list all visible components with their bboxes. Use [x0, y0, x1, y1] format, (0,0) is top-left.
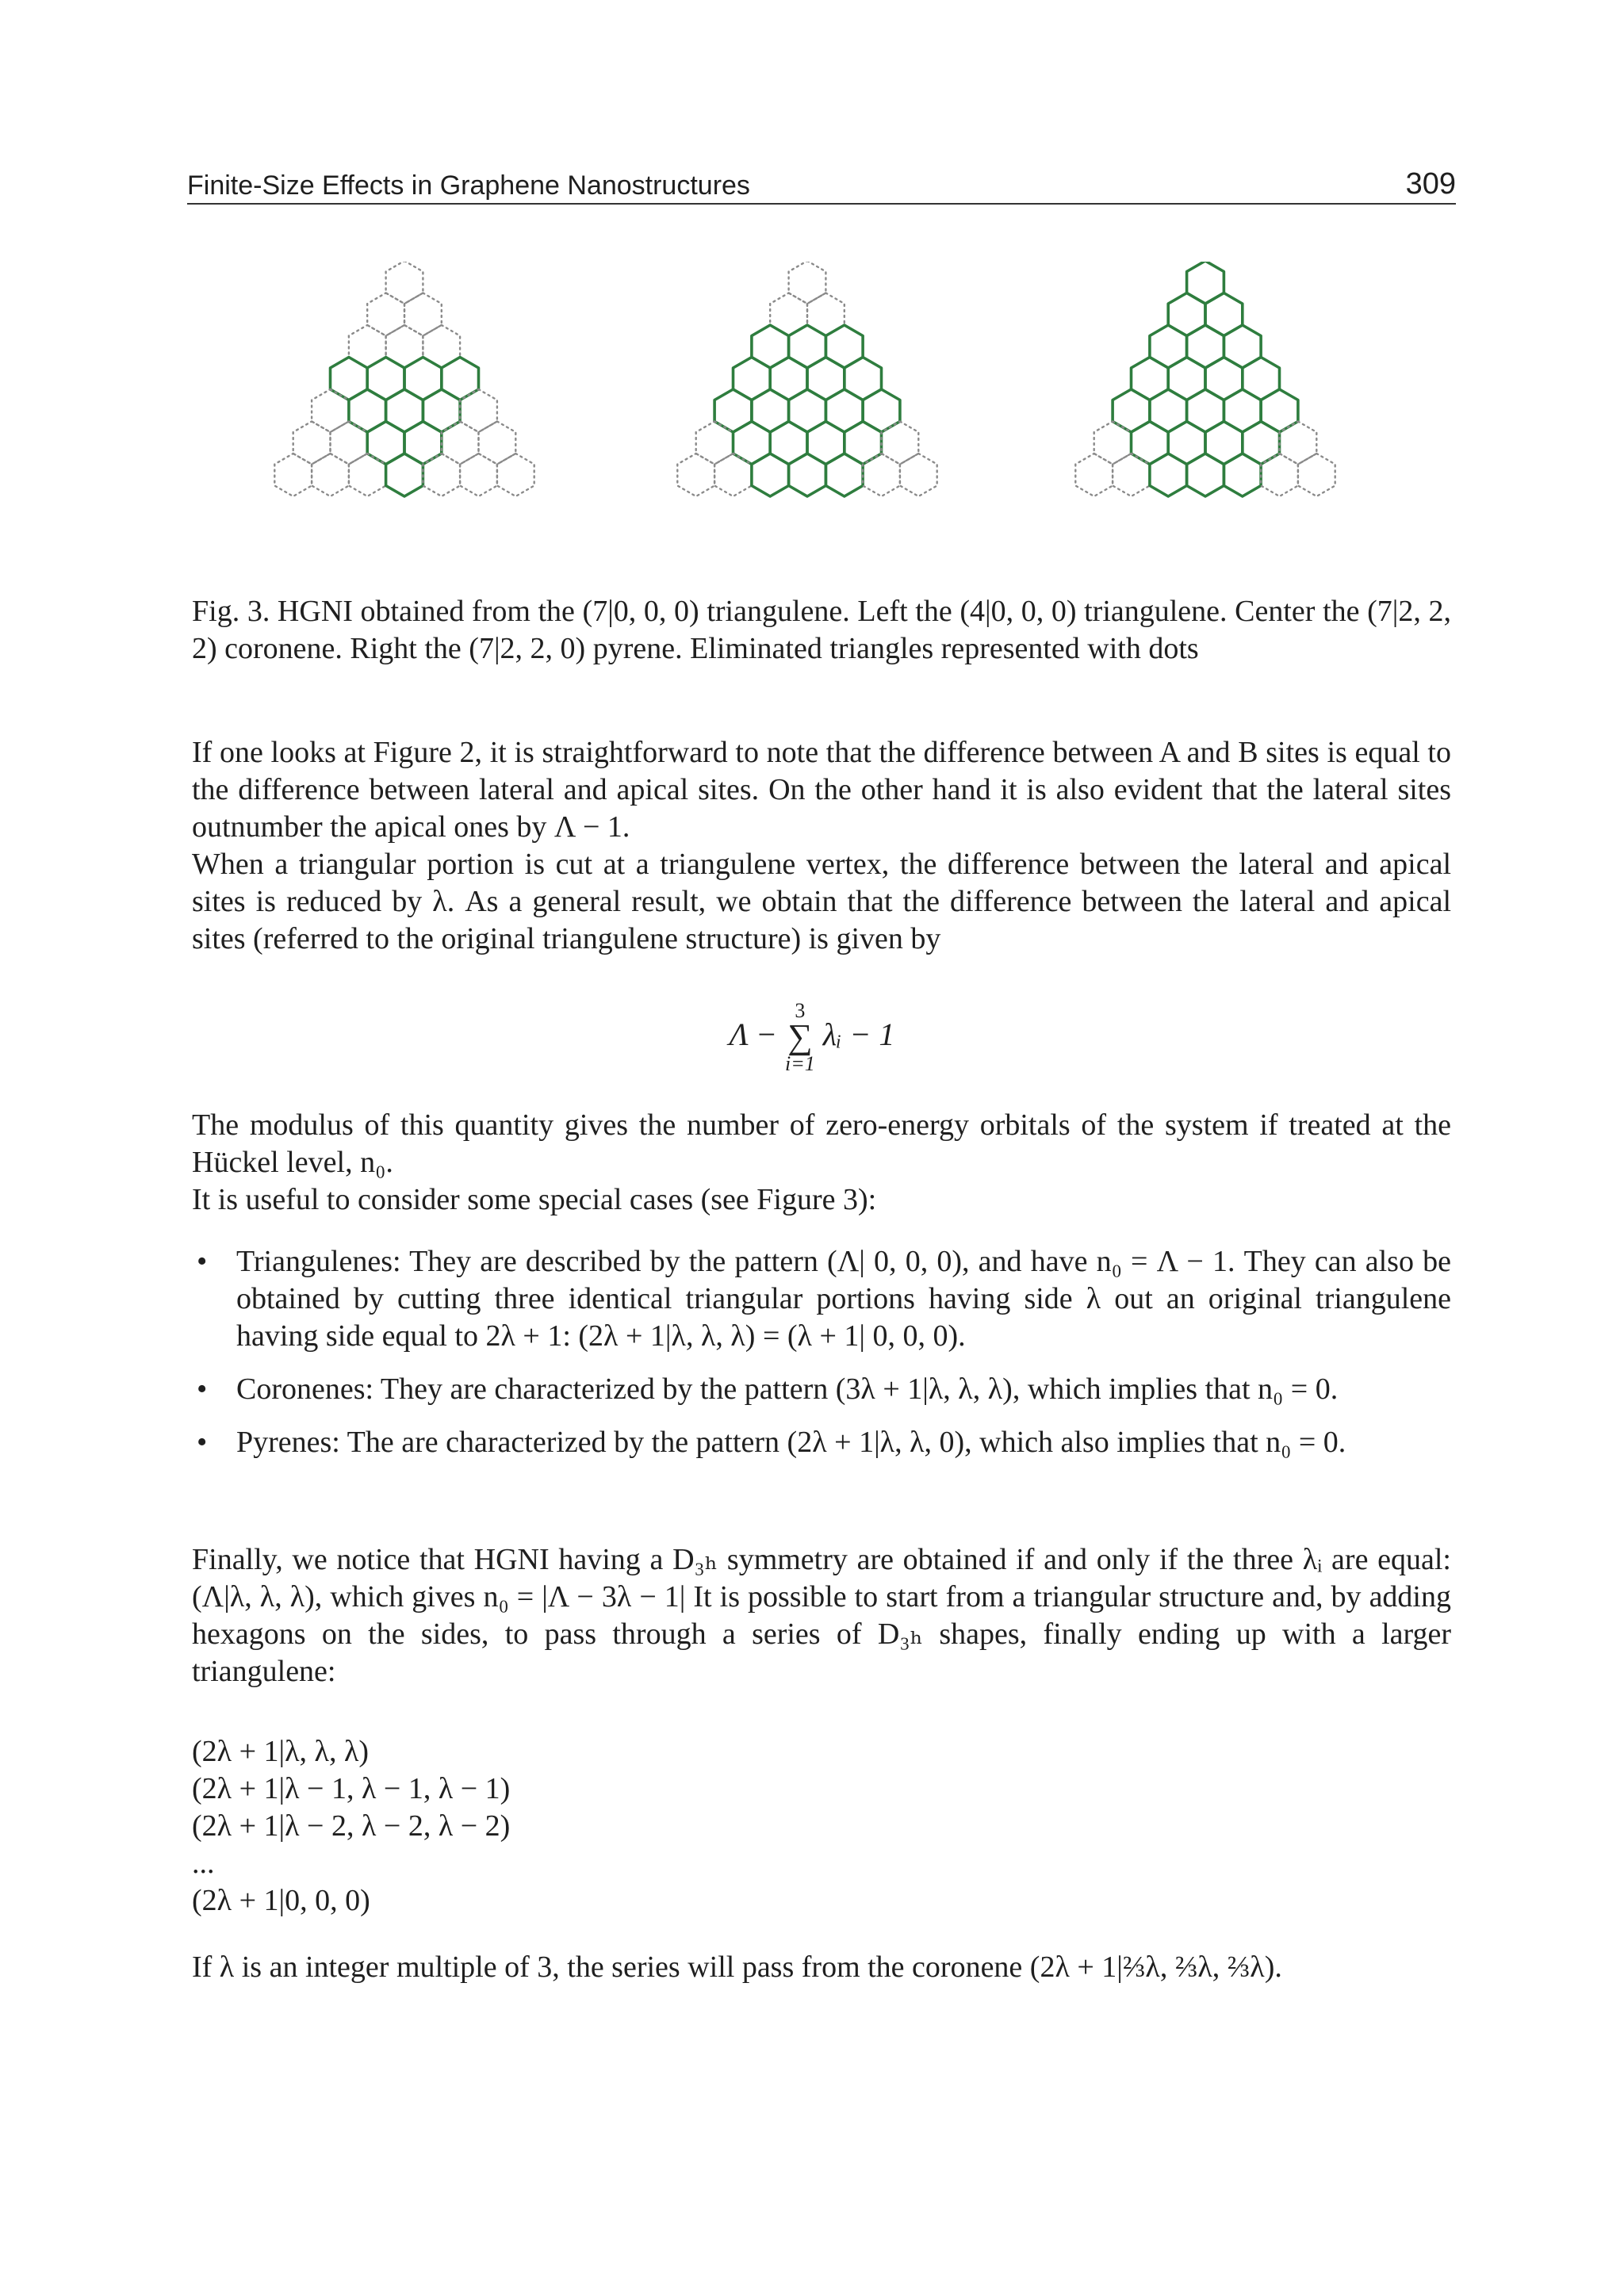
special-cases-list — [192, 1243, 1451, 1477]
sum-lower-limit: i=1 — [785, 1052, 815, 1075]
caption-text: Fig. 3. HGNI obtained from the (7|0, 0, 0) triangulene. Left the (4|0, 0, 0) triangulene. Center the (7|2, 2, 2) coronene. Right the (7|2, 2, 0) pyrene. Eliminated triangles represented with dots — [192, 595, 1451, 665]
series-line: (2λ + 1|λ, λ, λ) — [192, 1735, 370, 1768]
series-line: (2λ + 1|0, 0, 0) — [192, 1884, 370, 1917]
panel-right-pyrene — [1031, 262, 1380, 595]
paragraph-6: If λ is an integer multiple of 3, the series will pass from the coronene (2λ + 1|⅔λ, ⅔λ, ⅔λ). — [192, 1950, 1282, 1984]
series-line: ... — [192, 1847, 215, 1880]
retained-hexagon — [386, 454, 423, 496]
panel-center-coronene — [633, 262, 982, 595]
formula-lhs: Λ − — [729, 1016, 777, 1053]
paragraph-2: When a triangular portion is cut at a triangulene vertex, the difference between the lateral and apical sites is reduced by λ. As a general result, we obtain that the difference between the lateral and apical sites (referred to the original triangulene structure) is given by — [192, 848, 1451, 955]
running-head — [187, 165, 1456, 205]
d3h-series — [192, 1733, 510, 1920]
eliminated-hexagon — [677, 454, 714, 496]
paragraph-4: It is useful to consider some special cases (see Figure 3): — [192, 1183, 877, 1216]
sum-upper-limit: 3 — [795, 999, 806, 1022]
summation — [785, 1001, 815, 1075]
retained-hexagon — [1187, 454, 1224, 496]
eliminated-hexagon — [386, 262, 423, 304]
body-section-3 — [192, 1541, 1451, 1690]
display-formula — [0, 1001, 1624, 1075]
retained-hexagon — [1224, 454, 1261, 496]
body-section-1 — [192, 734, 1451, 958]
panel-left-triangulene — [238, 262, 571, 595]
list-item-coronenes: • Coronenes: They are characterized by the pattern (3λ + 1|λ, λ, λ), which implies that n₀ = 0. — [192, 1371, 1451, 1408]
eliminated-hexagon — [789, 262, 826, 304]
retained-hexagon — [825, 454, 863, 496]
figure-hgni-structures — [238, 262, 1411, 595]
eliminated-hexagon — [1075, 454, 1113, 496]
sum-symbol: ∑ — [787, 1017, 813, 1056]
running-head-title: Finite-Size Effects in Graphene Nanostructures — [187, 170, 750, 201]
paragraph-1: If one looks at Figure 2, it is straightforward to note that the difference between A and B sites is equal to the difference between lateral and apical sites. On the other hand it is also evident that the lateral sites outnumber the apical ones by Λ − 1. — [192, 736, 1451, 844]
list-item-triangulenes: • Triangulenes: They are described by the pattern (Λ| 0, 0, 0), and have n₀ = Λ − 1. They can also be obtained by cutting three identical triangular portions having side λ out an original triangulene having side equal to 2λ + 1: (2λ + 1|λ, λ, λ) = (λ + 1| 0, 0, 0). — [192, 1243, 1451, 1355]
eliminated-hexagon — [274, 454, 312, 496]
paragraph-3: The modulus of this quantity gives the number of zero-energy orbitals of the system if treated at the Hückel level, n₀. — [192, 1108, 1451, 1179]
figure-caption — [192, 593, 1451, 668]
retained-hexagon — [1150, 454, 1187, 496]
retained-hexagon — [752, 454, 789, 496]
formula-rhs: λᵢ − 1 — [822, 1016, 895, 1053]
page-number: 309 — [1405, 167, 1456, 201]
body-section-2 — [192, 1107, 1451, 1219]
paragraph-5: Finally, we notice that HGNI having a D₃ₕ symmetry are obtained if and only if the three λᵢ are equal: (Λ|λ, λ, λ), which gives n₀ = |Λ − 3λ − 1| It is possible to start from a triangular structure and, by adding hexagons on the sides, to pass through a series of D₃ₕ shapes, finally ending up with a larger triangulene: — [192, 1543, 1451, 1688]
list-item-pyrenes: • Pyrenes: The are characterized by the pattern (2λ + 1|λ, λ, 0), which also implies that n₀ = 0. — [192, 1424, 1451, 1461]
series-line: (2λ + 1|λ − 2, λ − 2, λ − 2) — [192, 1809, 511, 1843]
retained-hexagon — [789, 454, 826, 496]
body-section-4 — [192, 1949, 1451, 1986]
series-line: (2λ + 1|λ − 1, λ − 1, λ − 1) — [192, 1772, 511, 1805]
